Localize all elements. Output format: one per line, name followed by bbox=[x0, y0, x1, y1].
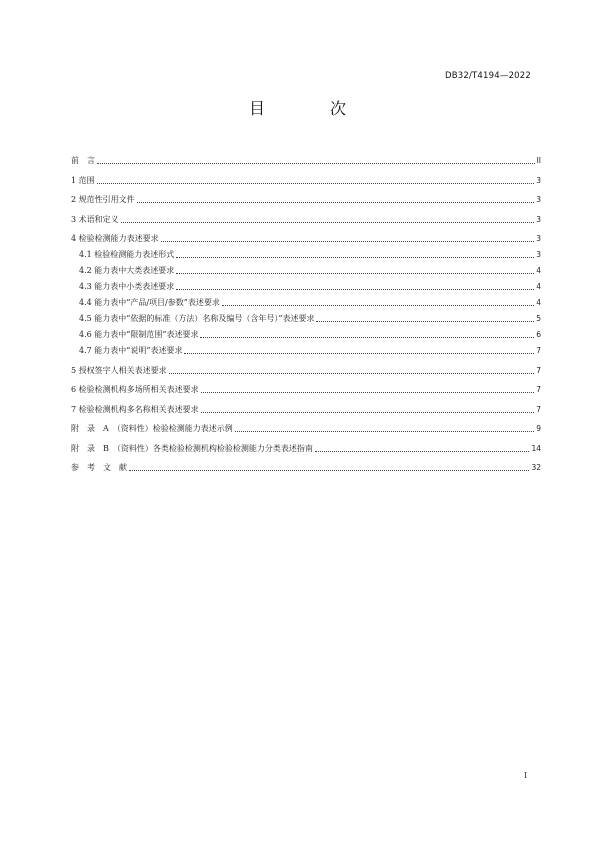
table-of-contents bbox=[71, 150, 541, 473]
toc-entry-page: 7 bbox=[536, 365, 541, 375]
toc-entry-section-6[interactable] bbox=[71, 379, 541, 395]
toc-entry-label: 4.6 能力表中“限制范围”表述要求 bbox=[79, 330, 199, 339]
toc-entry-4-4[interactable] bbox=[71, 292, 541, 308]
toc-entry-section-7[interactable] bbox=[71, 399, 541, 415]
toc-leader bbox=[176, 256, 534, 258]
toc-entry-label: 前 言 bbox=[71, 156, 95, 165]
toc-leader bbox=[129, 469, 529, 471]
toc-leader bbox=[315, 450, 530, 452]
toc-entry-page: 32 bbox=[531, 463, 541, 472]
toc-leader bbox=[184, 352, 534, 354]
toc-entry-page: 4 bbox=[536, 282, 541, 291]
toc-entry-page: II bbox=[536, 156, 541, 165]
toc-entry-section-4[interactable] bbox=[71, 228, 541, 244]
toc-entry-4-3[interactable] bbox=[71, 276, 541, 292]
toc-entry-label: 4.2 能力表中大类表述要求 bbox=[79, 266, 175, 275]
toc-leader bbox=[137, 201, 535, 203]
toc-entry-scope[interactable] bbox=[71, 170, 541, 186]
toc-leader bbox=[97, 162, 535, 164]
toc-entry-page: 7 bbox=[536, 385, 541, 394]
toc-entry-4-1[interactable] bbox=[71, 244, 541, 260]
toc-entry-page: 7 bbox=[536, 346, 541, 355]
toc-leader bbox=[222, 304, 534, 306]
toc-entry-label: 5 授权签字人相关表述要求 bbox=[71, 365, 167, 375]
toc-entry-4-6[interactable] bbox=[71, 324, 541, 340]
page-title: 目 次 bbox=[248, 99, 377, 118]
toc-entry-label: 3 术语和定义 bbox=[71, 214, 119, 224]
toc-entry-4-5[interactable] bbox=[71, 308, 541, 324]
page-number: I bbox=[524, 771, 528, 780]
toc-entry-label: 4.7 能力表中“说明”表述要求 bbox=[79, 346, 183, 355]
toc-entry-page: 3 bbox=[536, 214, 541, 224]
toc-entry-terms[interactable] bbox=[71, 209, 541, 225]
toc-leader bbox=[176, 272, 534, 274]
toc-entry-label: 7 检验检测机构多名称相关表述要求 bbox=[71, 404, 199, 414]
toc-entry-label: 2 规范性引用文件 bbox=[71, 195, 135, 204]
toc-entry-label: 4.1 检验检测能力表述形式 bbox=[79, 250, 175, 259]
toc-entry-normative-references[interactable] bbox=[71, 189, 541, 205]
toc-entry-page: 7 bbox=[536, 404, 541, 414]
toc-entry-page: 4 bbox=[536, 266, 541, 275]
toc-entry-label: 4 检验检测能力表述要求 bbox=[71, 234, 159, 243]
toc-entry-page: 3 bbox=[536, 195, 541, 204]
toc-entry-page: 4 bbox=[536, 298, 541, 307]
toc-leader bbox=[161, 240, 535, 242]
toc-entry-label: 1 范围 bbox=[71, 175, 95, 185]
toc-leader bbox=[97, 182, 535, 184]
toc-entry-page: 3 bbox=[536, 175, 541, 185]
toc-entry-page: 5 bbox=[536, 314, 541, 323]
toc-entry-preface[interactable] bbox=[71, 150, 541, 166]
toc-entry-section-5[interactable] bbox=[71, 360, 541, 376]
toc-entry-label: 6 检验检测机构多场所相关表述要求 bbox=[71, 385, 199, 394]
toc-entry-label: 附 录 B （资料性）各类检验检测机构检验检测能力分类表述指南 bbox=[71, 443, 313, 453]
toc-leader bbox=[235, 430, 534, 432]
toc-entry-page: 14 bbox=[531, 443, 541, 453]
toc-entry-label: 4.3 能力表中小类表述要求 bbox=[79, 282, 175, 291]
toc-leader bbox=[201, 411, 535, 413]
document-code: DB32/T4194—2022 bbox=[444, 71, 531, 81]
toc-entry-label: 参 考 文 献 bbox=[71, 463, 127, 472]
toc-entry-annex-a[interactable] bbox=[71, 418, 541, 434]
toc-entry-page: 9 bbox=[536, 424, 541, 433]
toc-entry-label: 附 录 A （资料性）检验检测能力表述示例 bbox=[71, 424, 233, 433]
toc-leader bbox=[121, 221, 535, 223]
toc-entry-page: 6 bbox=[536, 330, 541, 339]
toc-entry-label: 4.4 能力表中“产品/项目/参数”表述要求 bbox=[79, 298, 220, 307]
toc-entry-page: 3 bbox=[536, 234, 541, 243]
toc-entry-4-2[interactable] bbox=[71, 260, 541, 276]
toc-entry-annex-b[interactable] bbox=[71, 438, 541, 454]
toc-entry-bibliography[interactable] bbox=[71, 457, 541, 473]
toc-entry-4-7[interactable] bbox=[71, 340, 541, 356]
toc-entry-page: 3 bbox=[536, 250, 541, 259]
toc-leader bbox=[169, 372, 535, 374]
toc-leader bbox=[316, 320, 534, 322]
toc-leader bbox=[201, 391, 535, 393]
toc-leader bbox=[176, 288, 534, 290]
toc-leader bbox=[200, 336, 534, 338]
toc-entry-label: 4.5 能力表中“依据的标准（方法）名称及编号（含年号）”表述要求 bbox=[79, 314, 315, 323]
